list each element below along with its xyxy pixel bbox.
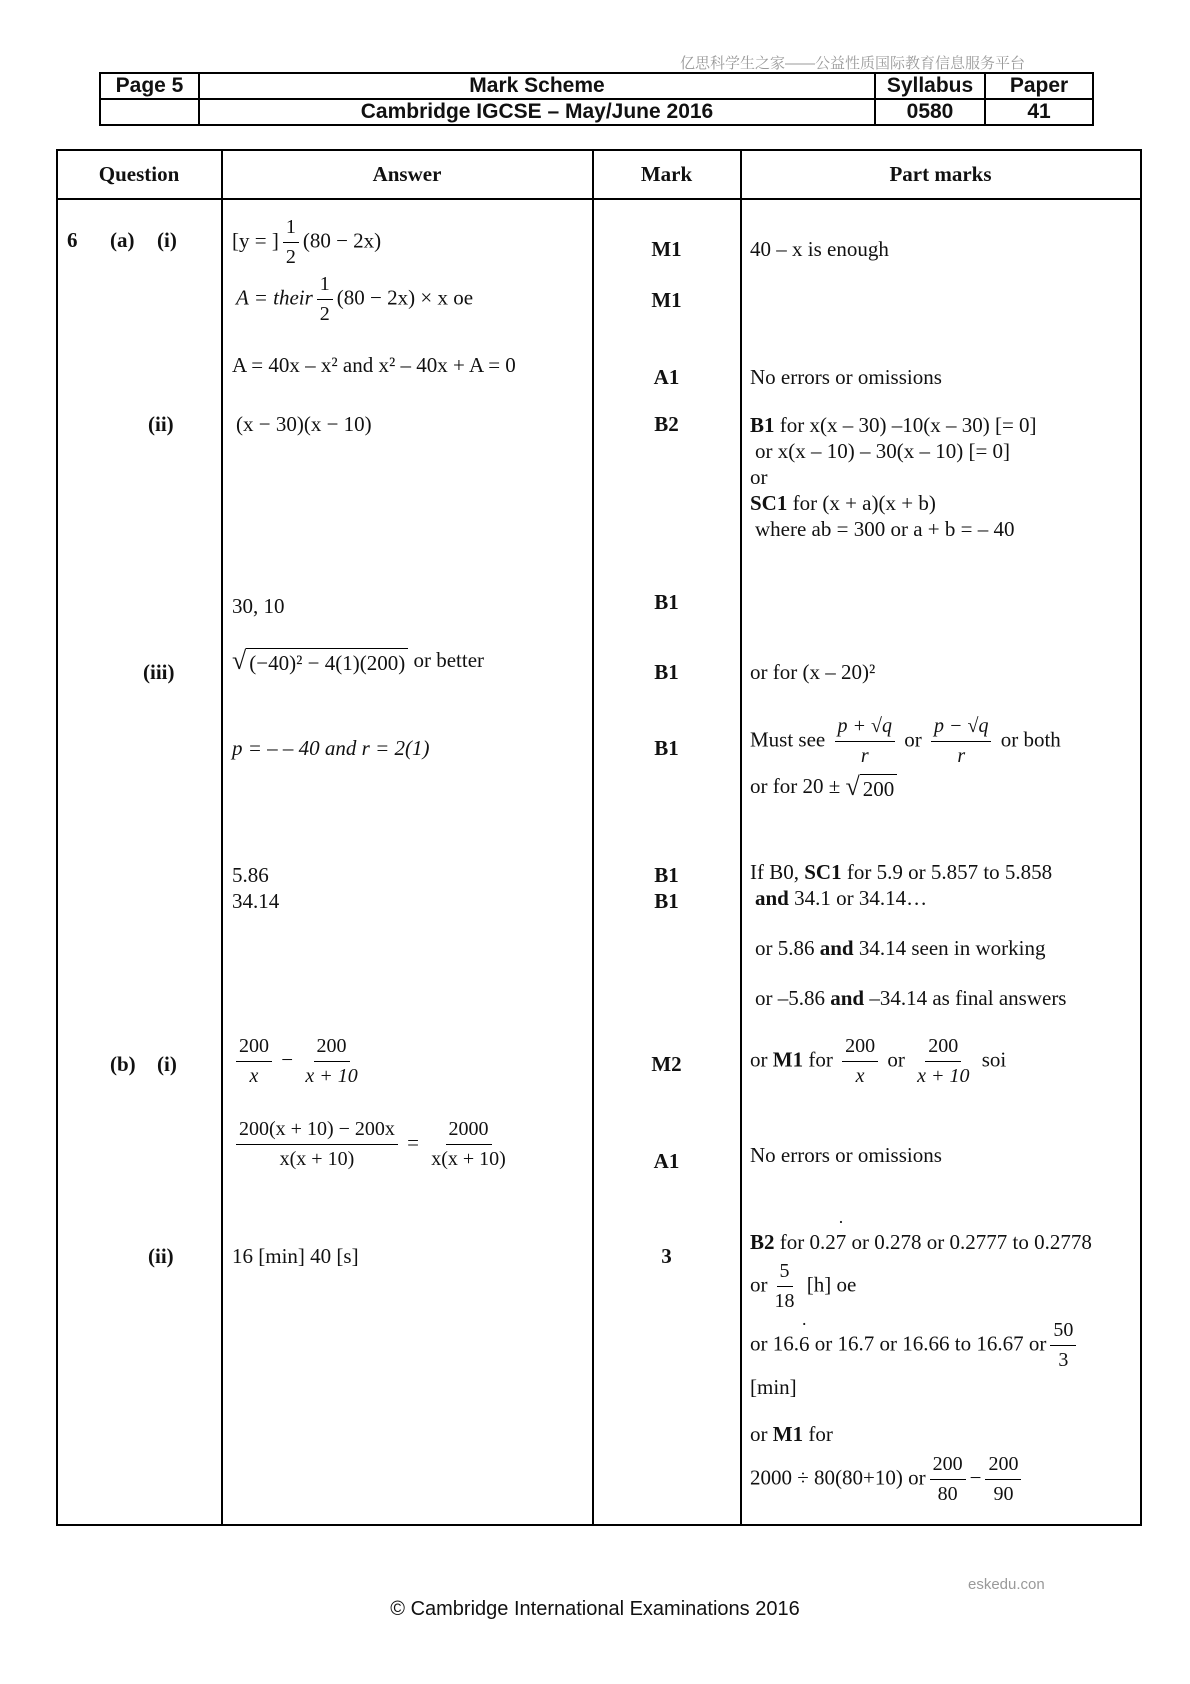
- mark-r4: B2: [654, 412, 679, 436]
- document-subtitle: Cambridge IGCSE – May/June 2016: [199, 99, 875, 125]
- part-mark-r3: No errors or omissions: [750, 365, 942, 389]
- part-mark-r8: If B0, SC1 for 5.9 or 5.857 to 5.858 and 34.1 or 34.14… or 5.86 and 34.14 seen in working or –5.86 and –34.14 as final answers: [750, 860, 1067, 1010]
- question-subpart-b-ii: (ii): [148, 1244, 174, 1268]
- answer-r11: 16 [min] 40 [s]: [232, 1244, 359, 1268]
- header-table: [99, 72, 1094, 126]
- column-header-mark: Mark: [640, 162, 693, 186]
- mark-r3: A1: [653, 365, 680, 389]
- fraction: $\frac{1}{2}$: [317, 272, 333, 327]
- answer-r6: √ (−40)² − 4(1)(200) or better: [232, 646, 485, 676]
- mark-r7: B1: [654, 736, 679, 760]
- answer-r5: 30, 10: [232, 594, 285, 618]
- part-mark-r4: B1 for x(x – 30) –10(x – 30) [= 0] or x(x – 10) – 30(x – 10) [= 0] or SC1 for (x + a)(x + b) where ab = 300 or a + b = – 40: [750, 413, 1037, 541]
- mark-r2: M1: [651, 288, 682, 312]
- answer-text: (80 − 2x): [302, 228, 382, 253]
- part-mark-r10: No errors or omissions: [750, 1143, 942, 1167]
- document-title: Mark Scheme: [199, 73, 875, 99]
- watermark-top: 亿思科学生之家——公益性质国际教育信息服务平台: [680, 55, 1026, 72]
- column-header-question: Question: [98, 162, 180, 186]
- mark-r11: 3: [661, 1244, 672, 1268]
- part-mark-r11: B2 for 0.2˙ 7 or 0.278 or 0.2777 to 0.2778 or $\frac{5}{18}$ [h] oe or 16.˙ 6 or 16.7 or 16.66 to 16.67 or $\frac{50}{3}$ [min] or M1 for 2000 ÷ 80(80+10) or $\frac{200}{80}$ − $\frac{200}{90}$: [750, 1230, 1140, 1507]
- column-header-answer: Answer: [372, 162, 442, 186]
- answer-r7: p = – – 40 and r = 2(1): [232, 736, 430, 760]
- question-part-b: (b): [110, 1052, 136, 1076]
- syllabus-label: Syllabus: [875, 73, 985, 99]
- answer-r9: $\frac{200}{x}$ − $\frac{200}{x + 10}$: [232, 1034, 365, 1089]
- syllabus-code: 0580: [875, 99, 985, 125]
- answer-text: A = their: [236, 285, 313, 310]
- question-part-a: (a): [110, 228, 135, 252]
- answer-text: (80 − 2x) × x oe: [336, 285, 474, 310]
- answer-r4: (x − 30)(x − 10): [236, 412, 372, 436]
- paper-label: Paper: [985, 73, 1093, 99]
- question-subpart-b-i: (i): [157, 1052, 177, 1076]
- answer-r2: [236, 272, 473, 327]
- part-mark-r9: or M1 for $\frac{200}{x}$ or $\frac{200}{x + 10}$ soi: [750, 1035, 1007, 1087]
- footer-copyright: © Cambridge International Examinations 2016: [390, 1598, 800, 1620]
- part-mark-r6: or for (x – 20)²: [750, 660, 876, 684]
- part-mark-r1: 40 – x is enough: [750, 237, 889, 261]
- mark-r6: B1: [654, 660, 679, 684]
- mark-r9: M2: [651, 1052, 682, 1076]
- fraction: $\frac{1}{2}$: [283, 215, 299, 270]
- question-subpart-a-i: (i): [157, 228, 177, 252]
- page-number: Page 5: [100, 73, 199, 99]
- part-mark-r7: Must see $\frac{p + √q}{r}$ or $\frac{p - √q}{r}$ or both: [750, 715, 1061, 767]
- question-subpart-a-ii: (ii): [148, 412, 174, 436]
- question-subpart-a-iii: (iii): [143, 660, 175, 684]
- square-root: √ (−40)² − 4(1)(200): [232, 648, 408, 676]
- mark-r10: A1: [653, 1149, 680, 1173]
- answer-r8: 5.86 34.14: [232, 863, 280, 913]
- answer-text: [y = ]: [232, 228, 279, 253]
- watermark-bottom: eskedu.con: [968, 1576, 1045, 1593]
- question-number: 6: [67, 228, 78, 252]
- paper-number: 41: [985, 99, 1093, 125]
- column-header-part-marks: Part marks: [889, 162, 992, 186]
- answer-r1: [232, 215, 381, 270]
- part-mark-r7b: or for 20 ± √ 200: [750, 774, 897, 802]
- mark-r5: B1: [654, 590, 679, 614]
- answer-r3: A = 40x – x² and x² – 40x + A = 0: [232, 353, 516, 377]
- mark-r8: B1 B1: [654, 863, 679, 913]
- mark-r1: M1: [651, 237, 682, 261]
- answer-r10: $\frac{200(x + 10) - 200x}{x(x + 10)}$ = $\frac{2000}{x(x + 10)}$: [232, 1117, 513, 1172]
